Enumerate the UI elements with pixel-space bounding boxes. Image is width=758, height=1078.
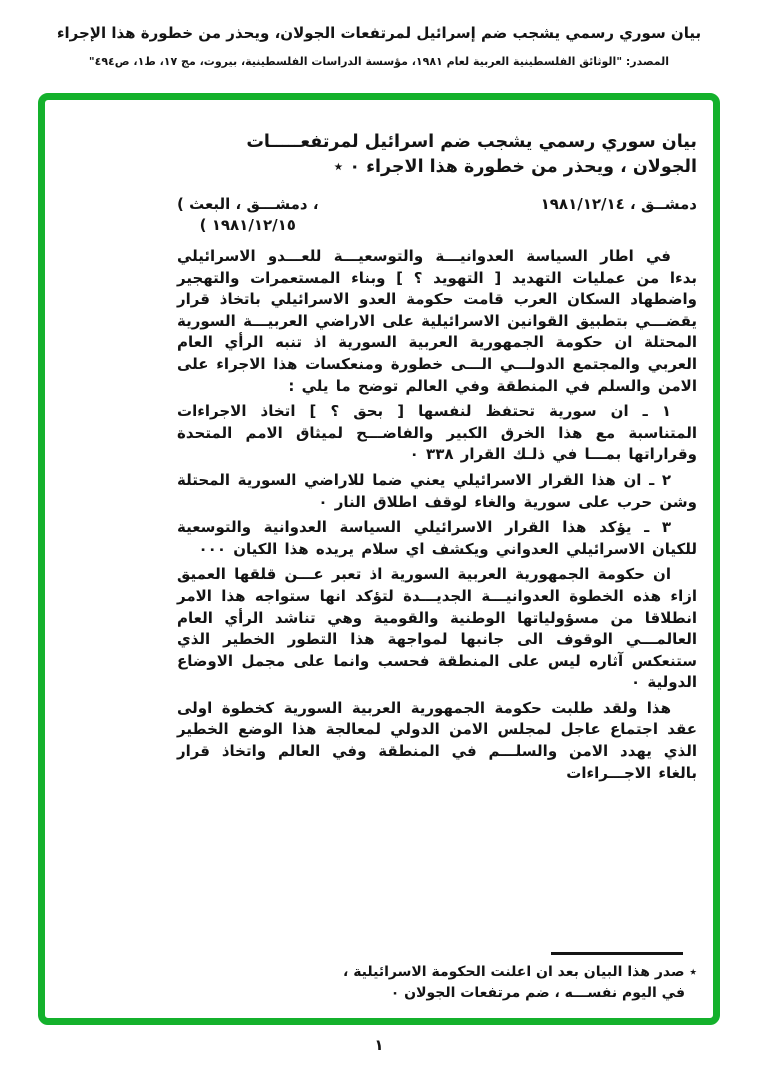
dateline-source-attribution — [177, 194, 319, 236]
document-title-line2: الجولان ، ويحذر من خطورة هذا الاجراء ٠ ٭ — [333, 157, 697, 177]
footnote — [341, 952, 697, 1004]
page-header-source: المصدر: "الوثائق الفلسطينية العربية لعام ١٩٨١، مؤسسة الدراسات الفلسطينية، بيروت، مج ١٧، ط١، ص٤٩٤" — [88, 55, 670, 68]
paragraph-item-3: ٣ ـ يؤكد هذا القرار الاسرائيلي السياسة العدوانية والتوسعية للكيان الاسرائيلي العدواني ويكشف اي سلام يريده هذا الكيان ٠٠٠ — [177, 518, 697, 558]
page-number: ١ — [374, 1036, 384, 1054]
dateline-source-line2: ( ١٩٨١/١٢/١٥ — [199, 216, 296, 234]
paragraph-concern: ان حكومة الجمهورية العربية السورية اذ تعبر عـــن قلقها العميق ازاء هذه الخطوة العدوانيـــة الجديـــدة لتؤكد انها ستواجه هذا الامر انطلاقا من مسؤولياتها الوطنية والقومية وهي تناشد الرأي العام العالمـــي الوقوف الى جانبها لمواجهة هذا التطور الخطير الذي ستنعكس آثاره ليس على المنطقة فحسب وانما على مجمل الاوضاع الدولية ٠ — [177, 565, 697, 692]
document-frame — [38, 93, 720, 1025]
footnote-line1: ٭ صدر هذا البيان بعد ان اعلنت الحكومة الاسرائيلية ، — [343, 964, 697, 980]
footnote-line2: في اليوم نفســـه ، ضم مرتفعات الجولان ٠ — [390, 985, 685, 1001]
paragraph-closing: هذا ولقد طلبت حكومة الجمهورية العربية السورية كخطوة اولى عقد اجتماع عاجل لمجلس الامن الدولي لمعالجة هذا الوضع الخطير الذي يهدد الامن والسلـــم في المنطقة وفي العالم واتخاذ قرار بالغاء الاجـــراءات — [177, 698, 697, 782]
paragraph-intro: في اطار السياسة العدوانيـــة والتوسعيـــة للعـــدو الاسرائيلي بدءا من عمليات التهديد [ التهويد ؟ ] وبناء المستعمرات والتهجير واضطهاد السكان العرب قامت حكومة العدو الاسرائيلي باتخاذ قرار يقضـــي بتطبيق القوانين الاسرائيلية على الاراضي العربيـــة السورية المحتلة ان حكومة الجمهورية العربية السورية اذ تنبه الرأي العام العربي والمجتمع الدولـــي الـــى خطورة ومنعكسات هذا الاجراء على الامن والسلم في المنطقة وفي العالم توضح ما يلي : — [177, 247, 697, 395]
footnote-divider — [551, 952, 683, 955]
paragraph-item-2: ٢ ـ ان هذا القرار الاسرائيلي يعني ضما للاراضي السورية المحتلة وشن حرب على سورية والغاء لوقف اطلاق النار ٠ — [177, 470, 697, 511]
page-header-title: بيان سوري رسمي يشجب ضم إسرائيل لمرتفعات الجولان، ويحذر من خطورة هذا الإجراء — [56, 24, 702, 42]
dateline — [177, 194, 697, 236]
document-title — [177, 130, 697, 180]
dateline-source-line1: ( ⁧البعث⁩ ، ⁧دمشـــق⁩ ، — [177, 195, 319, 213]
dateline-city-date: دمشــق ، ١٩٨١/١٢/١٤ — [540, 195, 697, 213]
document-title-line1: بيان سوري رسمي يشجب ضم اسرائيل لمرتفعـــــات — [246, 132, 697, 152]
document-body — [177, 100, 697, 788]
paragraph-item-1: ١ ـ ان سورية تحتفظ لنفسها [ بحق ؟ ] اتخاذ الاجراءات المتناسبة مع هذا الخرق الكبير والفاضـــح لميثاق الامم المتحدة وقراراتها بمـــا في ذلـك القرار ٣٣٨ ٠ — [177, 402, 697, 464]
statement-text — [177, 246, 697, 784]
